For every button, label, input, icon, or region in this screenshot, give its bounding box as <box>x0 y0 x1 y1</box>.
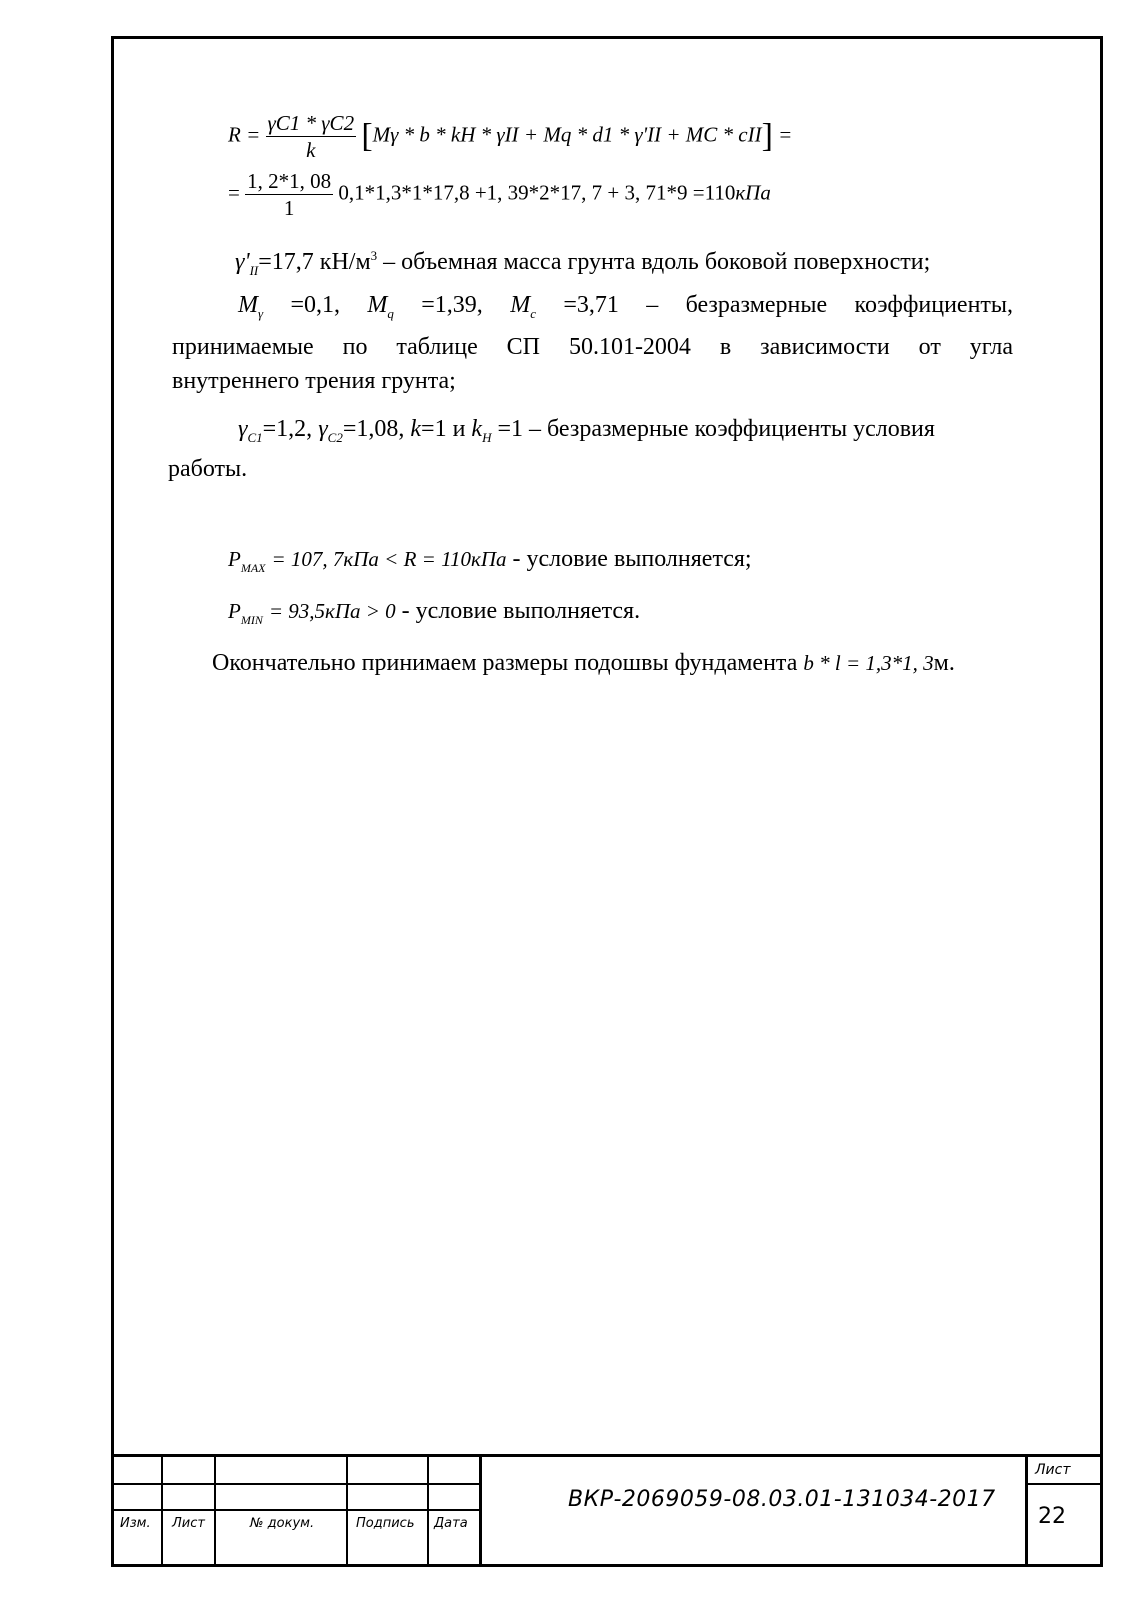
stamp-doc-label: № докум. <box>250 1516 315 1531</box>
stamp-date-label: Дата <box>434 1516 468 1531</box>
unit-superscript: 3 <box>370 248 378 263</box>
m-q-subscript: q <box>387 305 394 321</box>
formula-line-2 <box>228 168 771 221</box>
formula-fraction-2 <box>245 168 333 221</box>
gamma-description: – объемная масса грунта вдоль боковой поверхности; <box>377 249 931 275</box>
pmin-text: - условие выполняется. <box>395 598 641 624</box>
condition-pmin: $P_{MIN} = 93,5кПа > 0$ - условие выполняется. <box>228 598 641 627</box>
paragraph-conditions-line2: работы. <box>168 456 248 482</box>
formula-line-1: R = $\frac{\gamma C1 * \gamma C2}{k}$ [Mγ * b * kH * γII + Mq * d1 * γ'II + MC * cII] = <box>228 111 793 162</box>
m-q-value: =1,39, <box>393 292 483 318</box>
stamp-list-label: Лист <box>172 1516 205 1531</box>
formula-equals: = <box>778 122 793 147</box>
kh-value: =1 – безразмерные коэффициенты условия <box>491 416 935 442</box>
paragraph-coefficients-line2: принимаемые по таблице СП 50.101-2004 в зависимости от угла <box>172 334 1013 360</box>
final-unit: м. <box>933 650 955 676</box>
m-c-value: =3,71 – безразмерные коэффициенты, <box>535 292 1014 318</box>
formula-calculation: 0,1*1,3*1*17,8 +1, 39*2*17, 7 + 3, 71*9 =110 <box>338 180 736 205</box>
m-symbol: M <box>238 292 258 318</box>
pmin-expression: = 93,5кПа > 0 <box>268 599 396 623</box>
gamma-value: =17,7 кН/м <box>258 249 371 275</box>
gamma-symbol: γ' <box>235 249 250 275</box>
condition-pmax: $P_{MAX} = 107$, 7кПа < R = 110кПа - условие выполняется; <box>228 546 752 575</box>
m-c-subscript: c <box>530 305 536 321</box>
gamma-subscript: II <box>249 262 259 278</box>
m-symbol: M <box>510 292 531 318</box>
final-text: Окончательно принимаем размеры подошвы фундамента <box>212 650 804 676</box>
fraction-numerator: 1, 2*1, 08 <box>247 169 332 193</box>
gamma-c1-value: =1,2, <box>262 416 313 442</box>
formula-bracket-content: Mγ * b * kH * γII + Mq * d1 * γ'II + MC * cII <box>372 122 762 147</box>
paragraph-coefficients-line3: внутреннего трения грунта; <box>172 368 456 394</box>
m-gamma-value: =0,1, <box>263 292 341 318</box>
final-sentence <box>212 646 955 681</box>
sheet-label: Лист <box>1035 1462 1071 1478</box>
gamma-c2-value: =1,08, <box>342 416 411 442</box>
fraction-denominator: 1 <box>283 196 295 220</box>
paragraph-gamma <box>235 238 1035 288</box>
fraction-numerator: γC1 * γC2 <box>267 111 355 135</box>
paragraph-coefficients-line1 <box>238 288 1013 331</box>
final-expression: b * l = 1,3*1, 3 <box>803 651 934 675</box>
pmax-expression: = 107, 7кПа < R = 110кПа <box>271 547 507 571</box>
k-value: =1 и <box>421 416 472 442</box>
paragraph-conditions-line1: $\gamma_{C1}=1,2$, $\gamma_{C2}=1,08$, k=1 и $k_H =1$ – безразмерные коэффициенты условия <box>238 416 935 445</box>
fraction-denominator: k <box>306 138 316 162</box>
document-code: ВКР-2069059-08.03.01-131034-2017 <box>568 1487 996 1512</box>
k-symbol: k <box>410 416 422 442</box>
stamp-izm-label: Изм. <box>120 1516 151 1531</box>
formula-lhs: R = <box>228 122 261 147</box>
m-symbol: M <box>367 292 388 318</box>
formula-unit: кПа <box>735 180 771 205</box>
formula-fraction-1 <box>266 110 357 163</box>
sheet-number: 22 <box>1038 1504 1066 1529</box>
formula-equals-start: = <box>228 180 240 205</box>
pmax-text: - условие выполняется; <box>506 546 752 572</box>
m-gamma-subscript: γ <box>258 305 264 321</box>
stamp-sign-label: Подпись <box>356 1516 415 1531</box>
